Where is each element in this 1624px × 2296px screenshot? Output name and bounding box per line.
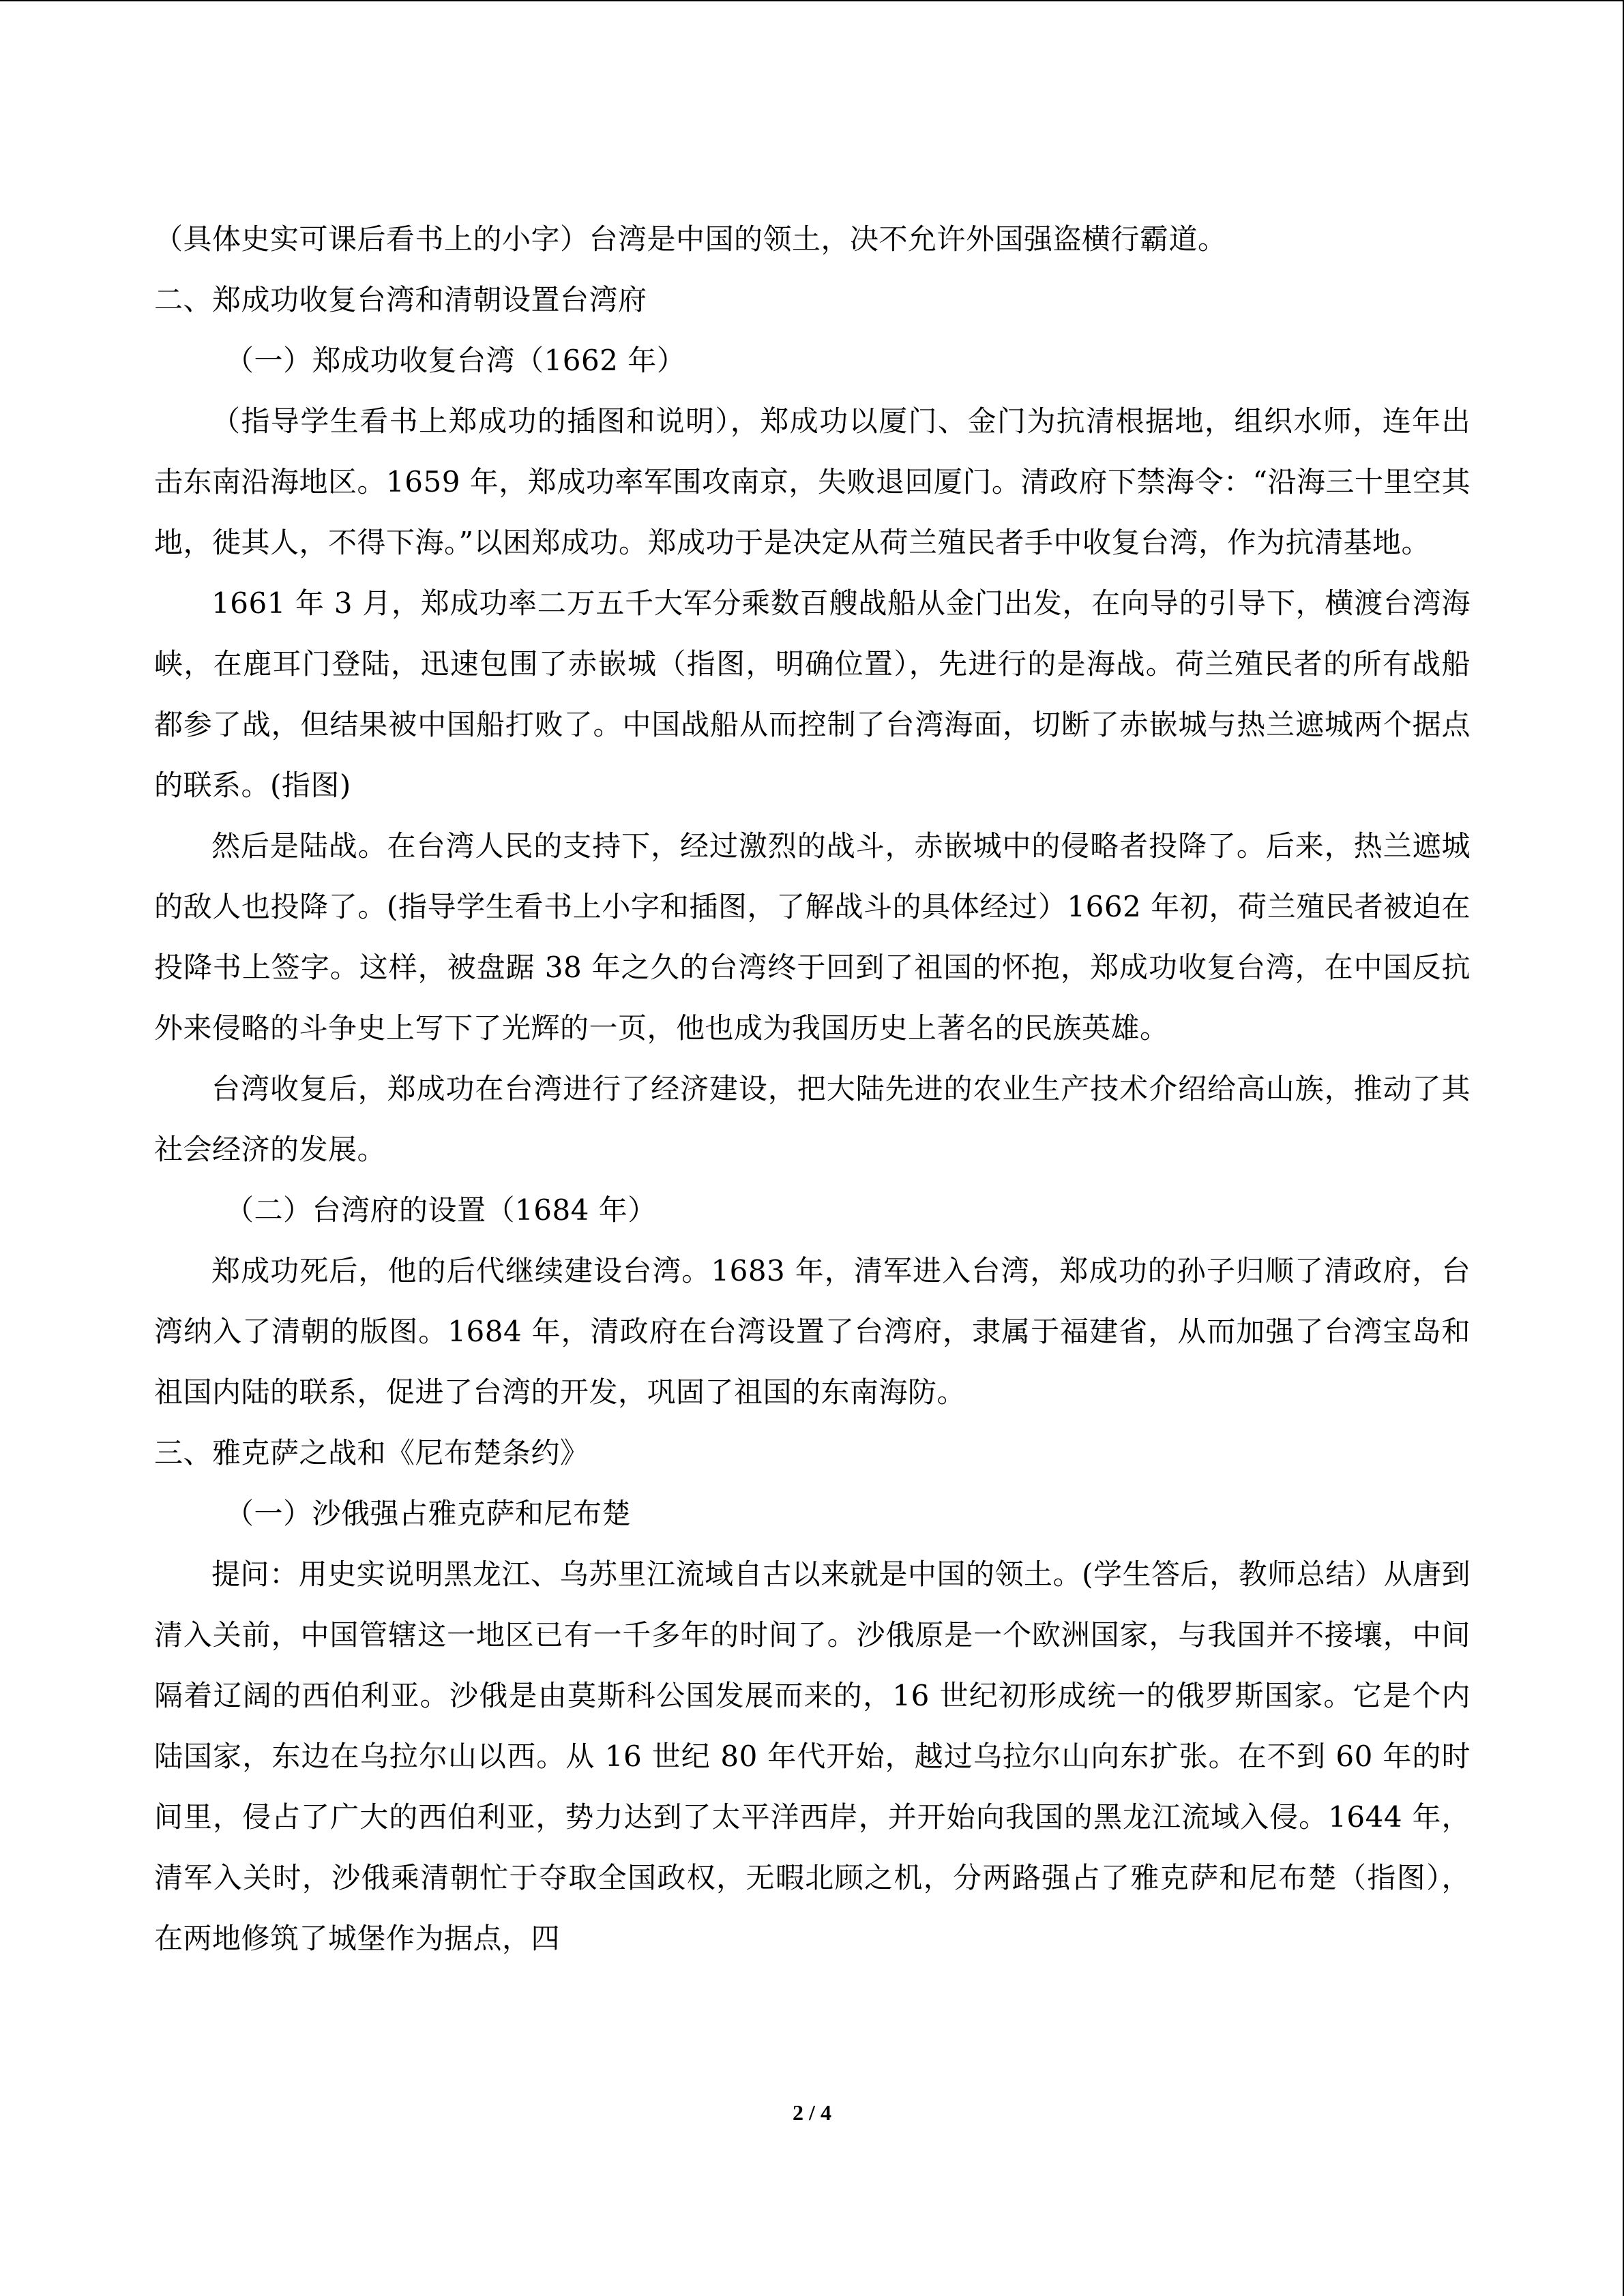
page-number: 2 / 4 bbox=[793, 2100, 831, 2125]
subsection-heading-3-1: （一）沙俄强占雅克萨和尼布楚 bbox=[225, 1497, 632, 1530]
paragraph: 然后是陆战。在台湾人民的支持下，经过激烈的战斗，赤嵌城中的侵略者投降了。后来，热兰遮城的敌人也投降了。(指导学生看书上小字和插图，了解战斗的具体经过）1662 年初，荷兰殖民者被迫在投降书上签字。这样，被盘踞 38 年之久的台湾终于回到了祖国的怀抱，郑成功收复台湾，在中国反抗外来侵略的斗争史上写下了光辉的一页，他也成为我国历史上著名的民族英雄。 bbox=[154, 829, 1471, 1045]
paragraph: 台湾收复后，郑成功在台湾进行了经济建设，把大陆先进的农业生产技术介绍给高山族，推动了其社会经济的发展。 bbox=[154, 1072, 1471, 1166]
subsection-heading-2-1: （一）郑成功收复台湾（1662 年） bbox=[225, 344, 686, 377]
paragraph: （指导学生看书上郑成功的插图和说明），郑成功以厦门、金门为抗清根据地，组织水师，连年出击东南沿海地区。1659 年，郑成功率军围攻南京，失败退回厦门。清政府下禁海令：“沿海三十里空其地，徙其人，不得下海。”以困郑成功。郑成功于是决定从荷兰殖民者手中收复台湾，作为抗清基地。 bbox=[154, 404, 1471, 559]
section-heading-2: 二、郑成功收复台湾和清朝设置台湾府 bbox=[154, 283, 647, 316]
paragraph: 提问：用史实说明黑龙江、乌苏里江流域自古以来就是中国的领土。(学生答后，教师总结）从唐到清入关前，中国管辖这一地区已有一千多年的时间了。沙俄原是一个欧洲国家，与我国并不接壤，中间隔着辽阔的西伯利亚。沙俄是由莫斯科公国发展而来的，16 世纪初形成统一的俄罗斯国家。它是个内陆国家，东边在乌拉尔山以西。从 16 世纪 80 年代开始，越过乌拉尔山向东扩张。在不到 60 年的时间里，侵占了广大的西伯利亚，势力达到了太平洋西岸，并开始向我国的黑龙江流域入侵。1644 年，清军入关时，沙俄乘清朝忙于夺取全国政权，无暇北顾之机，分两路强占了雅克萨和尼布楚（指图），在两地修筑了城堡作为据点，四 bbox=[154, 1557, 1471, 1955]
paragraph: 郑成功死后，他的后代继续建设台湾。1683 年，清军进入台湾，郑成功的孙子归顺了清政府，台湾纳入了清朝的版图。1684 年，清政府在台湾设置了台湾府，隶属于福建省，从而加强了台湾宝岛和祖国内陆的联系，促进了台湾的开发，巩固了祖国的东南海防。 bbox=[154, 1254, 1471, 1409]
paragraph: 1661 年 3 月，郑成功率二万五千大军分乘数百艘战船从金门出发，在向导的引导下，横渡台湾海峡，在鹿耳门登陆，迅速包围了赤嵌城（指图，明确位置），先进行的是海战。荷兰殖民者的所有战船都参了战，但结果被中国船打败了。中国战船从而控制了台湾海面，切断了赤嵌城与热兰遮城两个据点的联系。(指图) bbox=[154, 586, 1471, 802]
document-body bbox=[154, 209, 1471, 1969]
paragraph-intro-note: （具体史实可课后看书上的小字）台湾是中国的领土，决不允许外国强盗横行霸道。 bbox=[154, 222, 1227, 256]
subsection-heading-2-2: （二）台湾府的设置（1684 年） bbox=[225, 1193, 657, 1227]
section-heading-3: 三、雅克萨之战和《尼布楚条约》 bbox=[154, 1436, 589, 1470]
